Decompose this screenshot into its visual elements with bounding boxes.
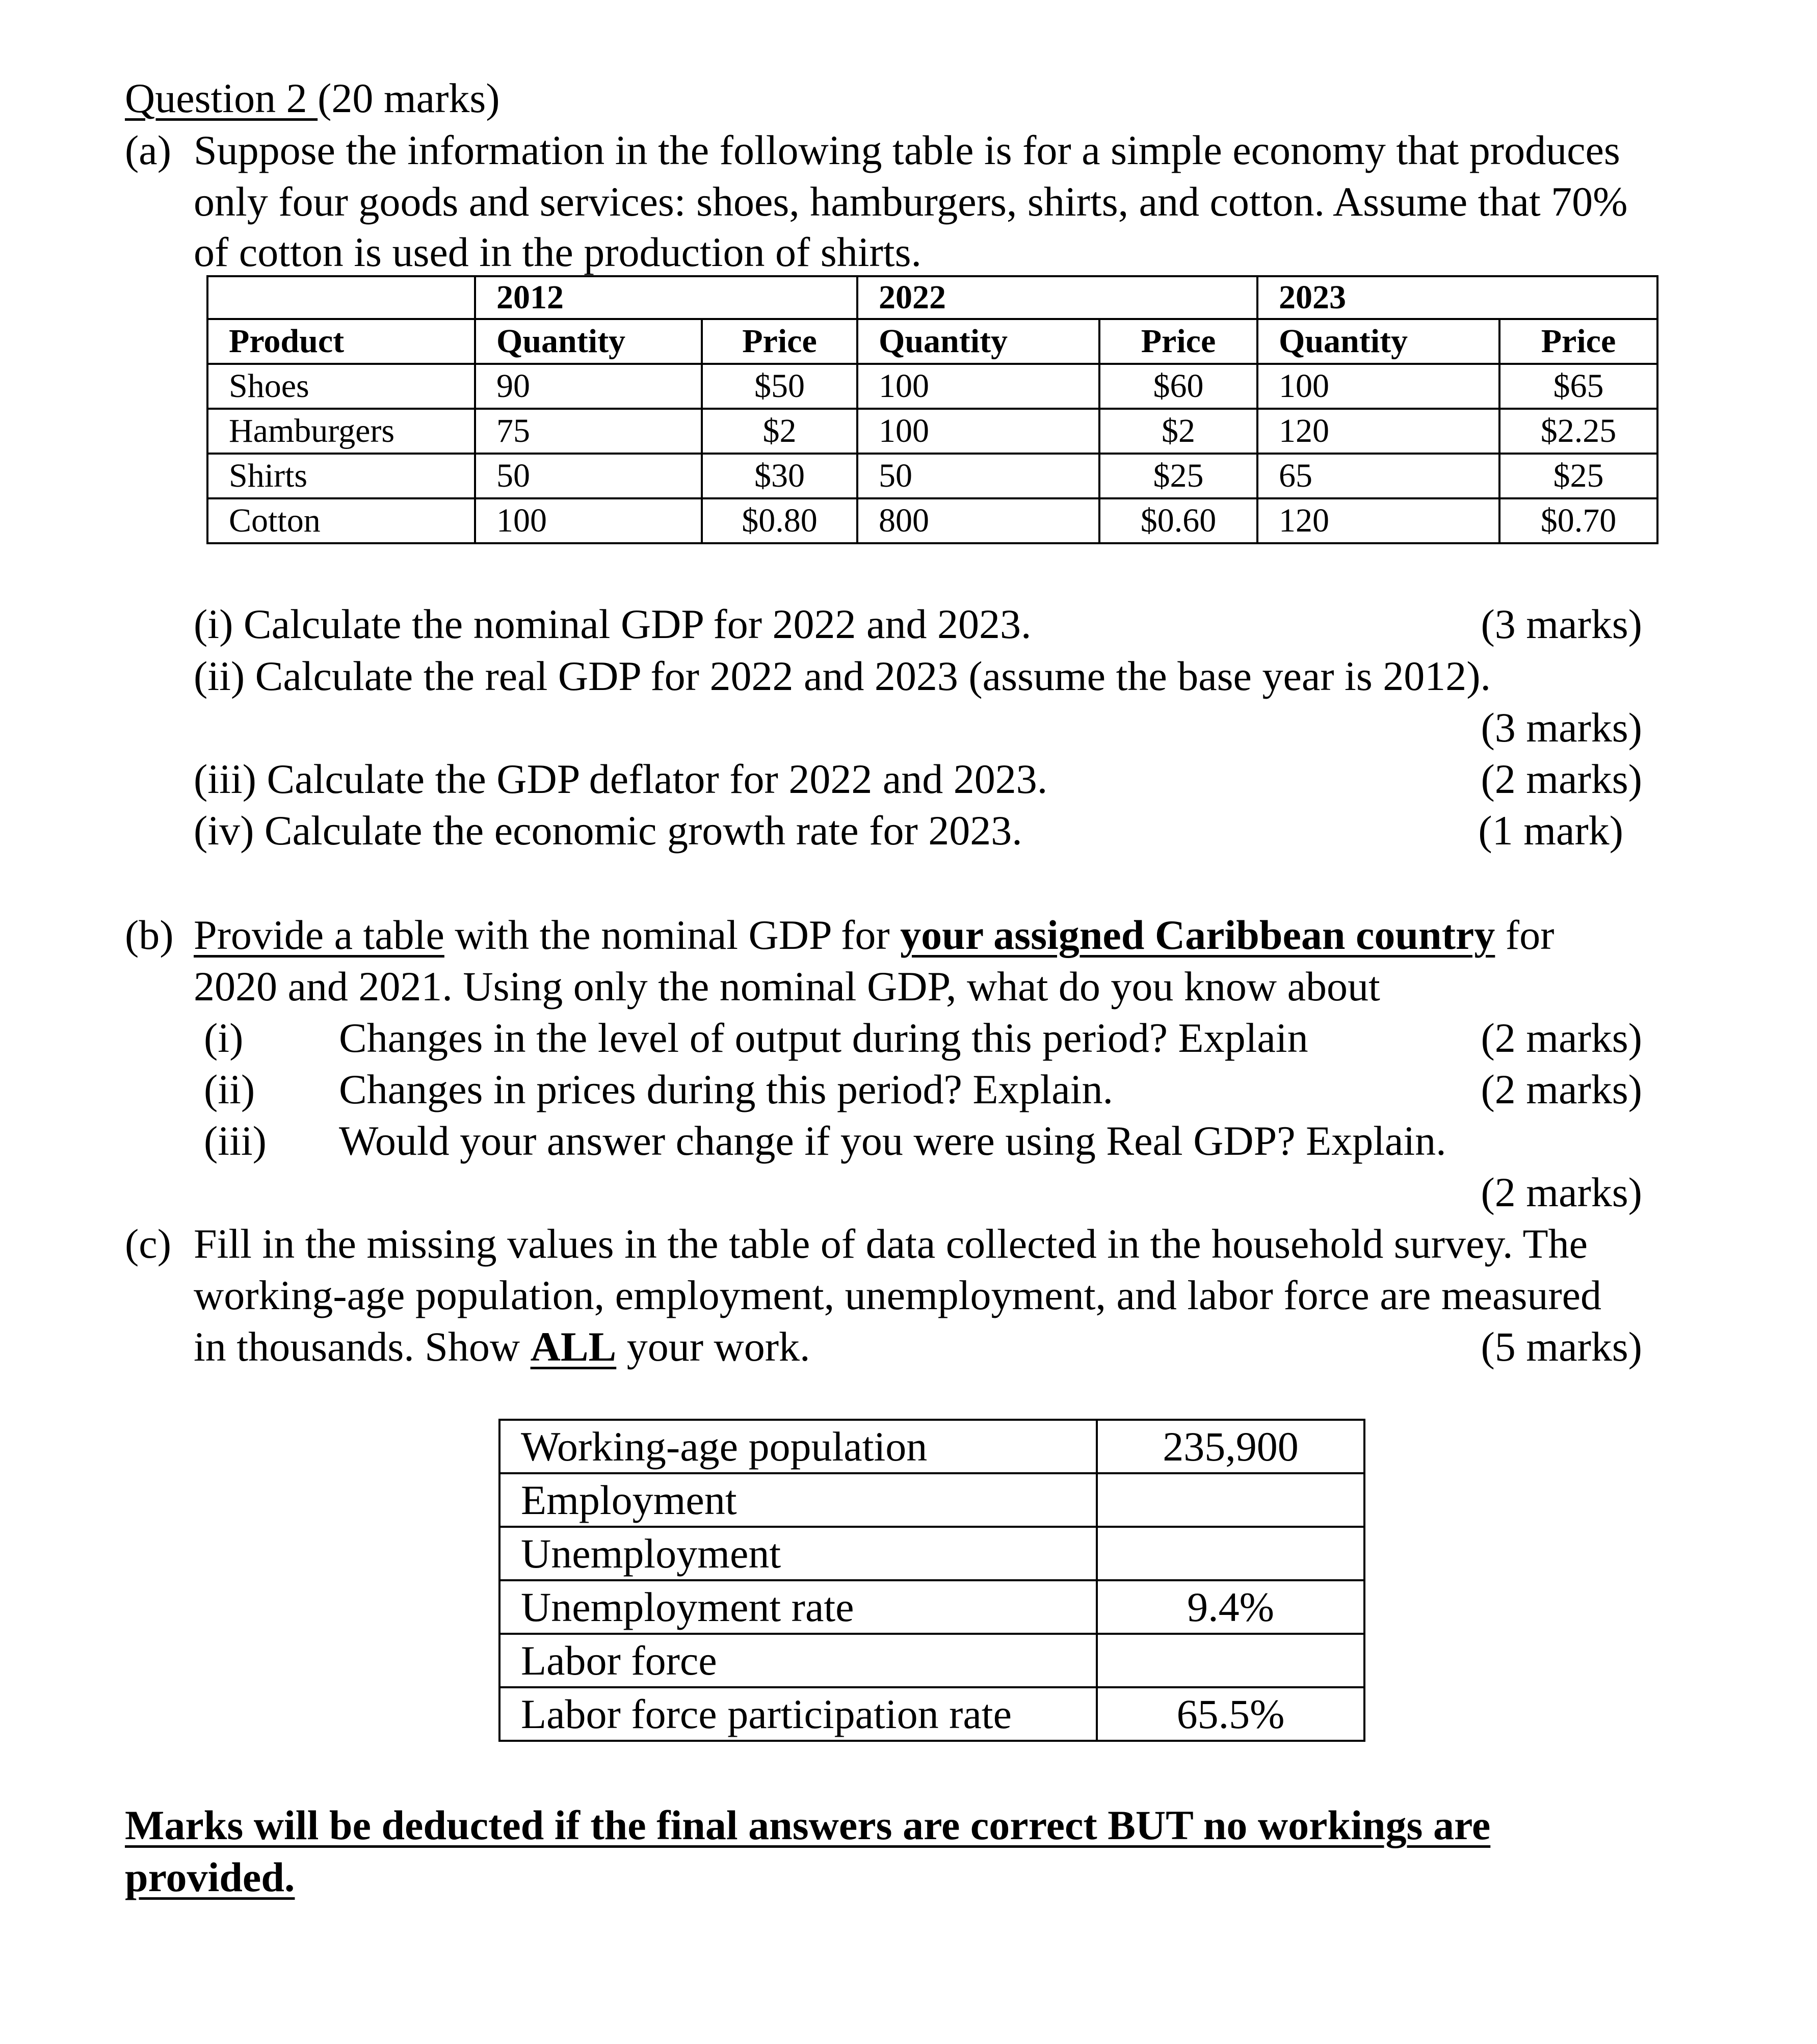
table-cell: $0.80 <box>702 498 857 543</box>
part-b-line-1 <box>194 910 1554 961</box>
row-value <box>1097 1634 1364 1687</box>
table-row <box>499 1580 1364 1634</box>
table-cell: Shoes <box>207 364 475 409</box>
table-cell: Hamburgers <box>207 409 475 454</box>
table-cell: $0.60 <box>1099 498 1257 543</box>
table-cell: 50 <box>857 454 1099 498</box>
row-label: Labor force <box>499 1634 1097 1687</box>
all-emphasis: ALL <box>530 1323 617 1370</box>
header-price-2023: Price <box>1499 319 1657 364</box>
gdp-table-year-row <box>207 276 1657 319</box>
table-row <box>499 1687 1364 1741</box>
gdp-table-header-row <box>207 319 1657 364</box>
table-cell: 120 <box>1257 409 1499 454</box>
household-survey-table <box>498 1419 1365 1742</box>
table-row <box>207 409 1657 454</box>
table-row <box>207 364 1657 409</box>
part-c-line-3-start: in thousands. Show <box>194 1323 531 1370</box>
part-a-line-1: Suppose the information in the following table is for a simple economy that produces <box>194 127 1620 173</box>
part-b-item-num: (ii) <box>204 1066 255 1112</box>
warning-line-1: Marks will be deducted if the final answers are correct BUT no workings are <box>125 1802 1491 1848</box>
table-cell: 100 <box>475 498 702 543</box>
year-2012: 2012 <box>475 276 702 319</box>
part-b-item-marks: (2 marks) <box>1481 1015 1642 1061</box>
part-a-line-3: of cotton is used in the production of shirts. <box>194 229 921 275</box>
header-price-2022: Price <box>1099 319 1257 364</box>
header-quantity-2023: Quantity <box>1257 319 1499 364</box>
subquestion-a-i: (i) Calculate the nominal GDP for 2022 and 2023. <box>194 601 1032 647</box>
assigned-country-phrase: your assigned Caribbean country <box>900 912 1495 958</box>
part-b-item-num: (iii) <box>204 1118 267 1164</box>
table-cell: Cotton <box>207 498 475 543</box>
row-label: Labor force participation rate <box>499 1687 1097 1741</box>
table-row <box>499 1527 1364 1580</box>
part-c-line-3 <box>194 1321 810 1372</box>
subquestion-a-iii-marks: (2 marks) <box>1481 756 1642 802</box>
table-cell: 75 <box>475 409 702 454</box>
table-cell: 800 <box>857 498 1099 543</box>
table-row <box>207 498 1657 543</box>
table-cell: $2 <box>702 409 857 454</box>
header-quantity-2012: Quantity <box>475 319 702 364</box>
table-cell: $0.70 <box>1499 498 1657 543</box>
table-cell: 90 <box>475 364 702 409</box>
part-b-item-text: Would your answer change if you were using Real GDP? Explain. <box>339 1118 1446 1164</box>
table-row <box>499 1473 1364 1527</box>
row-label: Employment <box>499 1473 1097 1527</box>
subquestion-a-ii-marks: (3 marks) <box>1481 704 1642 751</box>
part-c-line-3-end: your work. <box>616 1323 810 1370</box>
part-b-item-text: Changes in prices during this period? Explain. <box>339 1066 1113 1112</box>
table-cell: $65 <box>1499 364 1657 409</box>
subquestion-a-iii: (iii) Calculate the GDP deflator for 2022 and 2023. <box>194 756 1048 802</box>
row-value <box>1097 1473 1364 1527</box>
table-cell: 100 <box>1257 364 1499 409</box>
table-cell: 100 <box>857 409 1099 454</box>
table-cell: 100 <box>857 364 1099 409</box>
table-cell: $2 <box>1099 409 1257 454</box>
subquestion-a-ii: (ii) Calculate the real GDP for 2022 and 2023 (assume the base year is 2012). <box>194 653 1491 699</box>
question-heading <box>125 73 500 124</box>
subquestion-a-i-marks: (3 marks) <box>1481 601 1642 647</box>
question-label: Question 2 <box>125 75 318 121</box>
part-b-line-1-end: for <box>1495 912 1555 958</box>
part-a-label: (a) <box>125 127 172 173</box>
row-value: 65.5% <box>1097 1687 1364 1741</box>
part-b-item-marks: (2 marks) <box>1481 1169 1642 1215</box>
subquestion-a-iv-marks: (1 mark) <box>1478 807 1623 854</box>
row-label: Working-age population <box>499 1420 1097 1473</box>
table-cell: Shirts <box>207 454 475 498</box>
table-cell: $2.25 <box>1499 409 1657 454</box>
provide-table-link: Provide a table <box>194 912 444 958</box>
table-cell: 50 <box>475 454 702 498</box>
subquestion-a-iv: (iv) Calculate the economic growth rate for 2023. <box>194 807 1022 854</box>
part-c-line-1: Fill in the missing values in the table of data collected in the household survey. The <box>194 1220 1588 1267</box>
table-cell: 120 <box>1257 498 1499 543</box>
year-2023: 2023 <box>1257 276 1499 319</box>
row-value: 235,900 <box>1097 1420 1364 1473</box>
part-c-label: (c) <box>125 1220 172 1267</box>
table-row <box>207 454 1657 498</box>
part-b-item-marks: (2 marks) <box>1481 1066 1642 1112</box>
table-cell: $50 <box>702 364 857 409</box>
row-label: Unemployment <box>499 1527 1097 1580</box>
header-quantity-2022: Quantity <box>857 319 1099 364</box>
part-c-line-2: working-age population, employment, unemployment, and labor force are measured <box>194 1272 1602 1318</box>
table-row <box>499 1634 1364 1687</box>
part-b-line-2: 2020 and 2021. Using only the nominal GDP, what do you know about <box>194 963 1380 1010</box>
year-2022: 2022 <box>857 276 1099 319</box>
row-label: Unemployment rate <box>499 1580 1097 1634</box>
part-b-item-num: (i) <box>204 1015 244 1061</box>
table-cell: $25 <box>1499 454 1657 498</box>
table-cell: $60 <box>1099 364 1257 409</box>
part-a-line-2: only four goods and services: shoes, hamburgers, shirts, and cotton. Assume that 70% <box>194 178 1628 225</box>
part-b-label: (b) <box>125 912 174 958</box>
table-row <box>499 1420 1364 1473</box>
table-cell: $30 <box>702 454 857 498</box>
part-c-marks: (5 marks) <box>1481 1323 1642 1370</box>
table-cell: $25 <box>1099 454 1257 498</box>
part-b-item-text: Changes in the level of output during this period? Explain <box>339 1015 1308 1061</box>
header-product: Product <box>207 319 475 364</box>
table-cell: 65 <box>1257 454 1499 498</box>
warning-line-2: provided. <box>125 1854 295 1900</box>
gdp-table <box>206 275 1658 544</box>
header-price-2012: Price <box>702 319 857 364</box>
row-value <box>1097 1527 1364 1580</box>
question-marks: (20 marks) <box>318 75 500 121</box>
part-b-line-1-mid: with the nominal GDP for <box>444 912 901 958</box>
row-value: 9.4% <box>1097 1580 1364 1634</box>
